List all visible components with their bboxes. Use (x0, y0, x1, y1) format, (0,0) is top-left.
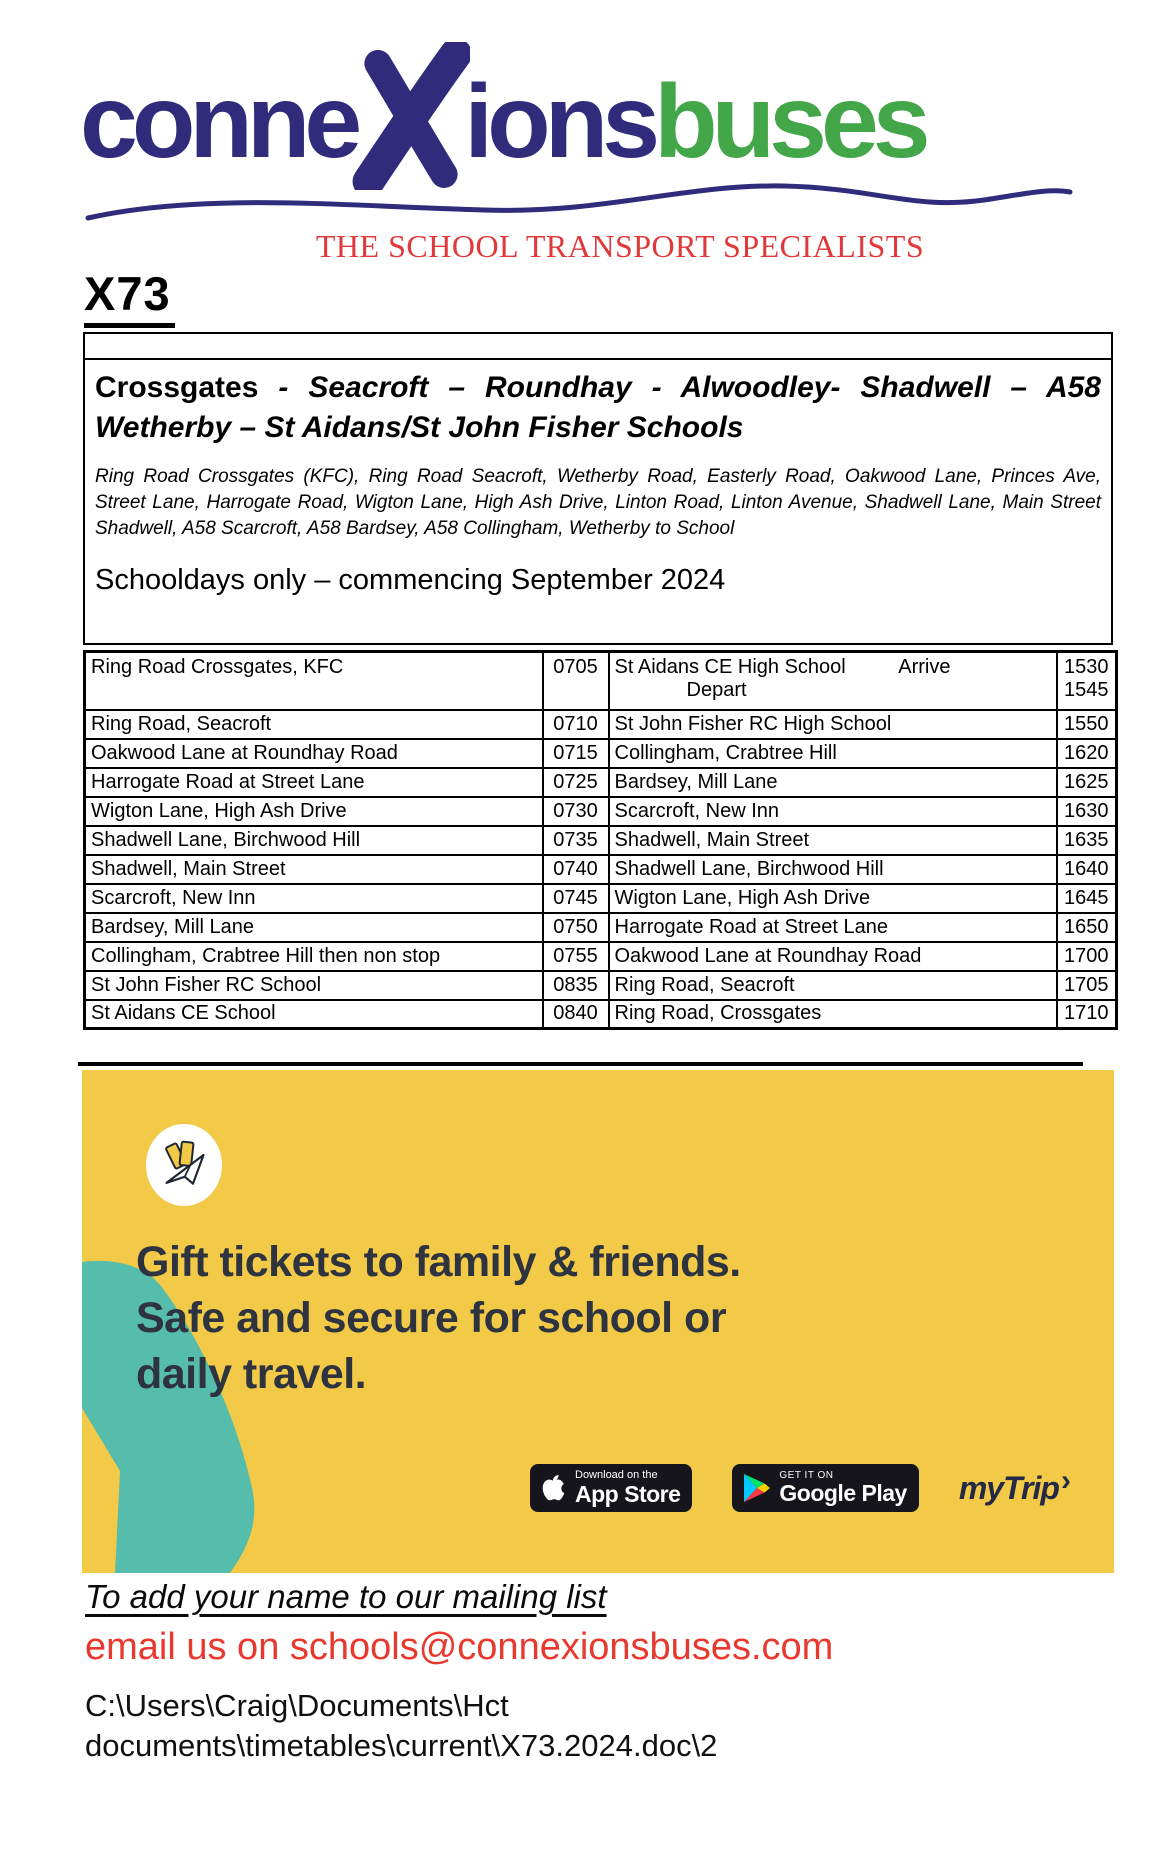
route-title-line2: Wetherby – St Aidans/St John Fisher Schools (95, 411, 744, 444)
pm-time-cell: 1705 (1057, 971, 1117, 1000)
mytrip-logo: myTrip › (958, 1463, 1071, 1506)
am-time-cell: 0705 (543, 652, 609, 710)
am-time-cell: 0735 (543, 826, 609, 855)
am-stop-cell: Oakwood Lane at Roundhay Road (85, 739, 543, 768)
pm-time-cell: 1620 (1057, 739, 1117, 768)
pm-time-cell: 1640 (1057, 855, 1117, 884)
google-play-icon (744, 1474, 770, 1502)
timetable (83, 650, 1118, 1030)
route-number: X73 (84, 266, 175, 328)
pm-stop-cell: Scarcroft, New Inn (609, 797, 1057, 826)
route-header-box (83, 332, 1113, 645)
logo-text-ions: ions (464, 64, 655, 181)
am-time-cell: 0755 (543, 942, 609, 971)
app-store-badge[interactable] (530, 1464, 692, 1512)
am-time-cell: 0730 (543, 797, 609, 826)
logo-text-buses: buses (654, 64, 925, 181)
schedule-note: Schooldays only – commencing September 2024 (95, 564, 726, 596)
pm-stop-cell: Wigton Lane, High Ash Drive (609, 884, 1057, 913)
route-description: Ring Road Crossgates (KFC), Ring Road Seacroft, Wetherby Road, Easterly Road, Oakwood Lane, Princes Ave, Street Lane, Harrogate Road, Wigton Lane, High Ash Drive, Linton Road, Linton Avenue, Shadwell Lane, Main Street Shadwell, A58 Scarcroft, A58 Bardsey, A58 Collingham, Wetherby to School (95, 466, 1101, 539)
header-box-empty-strip (85, 334, 1111, 360)
pm-time-cell: 1625 (1057, 768, 1117, 797)
pm-stop-cell: Shadwell Lane, Birchwood Hill (609, 855, 1057, 884)
am-time-cell: 0835 (543, 971, 609, 1000)
pm-stop-cell: Collingham, Crabtree Hill (609, 739, 1057, 768)
google-play-big-text: Google Play (779, 1480, 907, 1507)
logo-swoosh-line (84, 170, 1074, 230)
pm-stop-cell: Bardsey, Mill Lane (609, 768, 1057, 797)
am-stop-cell: Collingham, Crabtree Hill then non stop (85, 942, 543, 971)
pm-time-cell: 1650 (1057, 913, 1117, 942)
pm-time-cell: 1550 (1057, 710, 1117, 739)
mytrip-ad-banner (82, 1070, 1114, 1573)
am-stop-cell: Scarcroft, New Inn (85, 884, 543, 913)
pm-time-cell: 1645 (1057, 884, 1117, 913)
table-row (85, 855, 1117, 884)
apple-icon (542, 1474, 566, 1503)
am-stop-cell: Harrogate Road at Street Lane (85, 768, 543, 797)
am-time-cell: 0745 (543, 884, 609, 913)
app-store-big-text: App Store (575, 1480, 681, 1507)
am-stop-cell: Wigton Lane, High Ash Drive (85, 797, 543, 826)
pm-stop-cell: St John Fisher RC High School (609, 710, 1057, 739)
google-play-badge[interactable] (732, 1464, 918, 1512)
pm-stop-cell: Ring Road, Crossgates (609, 1000, 1057, 1029)
tagline: THE SCHOOL TRANSPORT SPECIALISTS (315, 228, 925, 264)
table-row (85, 971, 1117, 1000)
logo-text-conne: conne (80, 64, 357, 181)
banner-headline: Gift tickets to family & friends. Safe and secure for school or daily travel. (136, 1238, 741, 1398)
am-stop-cell: Ring Road, Seacroft (85, 710, 543, 739)
table-row (85, 710, 1117, 739)
table-row (85, 942, 1117, 971)
mailing-list-text: To add your name to our mailing list (85, 1578, 607, 1615)
table-row (85, 739, 1117, 768)
table-row (85, 652, 1117, 710)
am-time-cell: 0710 (543, 710, 609, 739)
google-play-small-text: GET IT ON (779, 1469, 834, 1481)
pm-time-cell: 1630 (1057, 797, 1117, 826)
pm-stop-cell: St Aidans CE High School Arrive Depart (609, 652, 1057, 710)
file-path-line1: C:\Users\Craig\Documents\Hct (85, 1688, 509, 1723)
app-store-small-text: Download on the (575, 1469, 658, 1482)
am-stop-cell: Shadwell, Main Street (85, 855, 543, 884)
am-stop-cell: Bardsey, Mill Lane (85, 913, 543, 942)
pm-stop-cell: Harrogate Road at Street Lane (609, 913, 1057, 942)
pm-stop-cell: Oakwood Lane at Roundhay Road (609, 942, 1057, 971)
pm-stop-cell: Shadwell, Main Street (609, 826, 1057, 855)
separator-line (78, 1062, 1083, 1066)
pm-time-cell: 1710 (1057, 1000, 1117, 1029)
route-title-line1: Crossgates - Seacroft – Roundhay - Alwoodley- Shadwell – A58 (95, 371, 1101, 404)
am-stop-cell: St John Fisher RC School (85, 971, 543, 1000)
gift-ticket-icon (146, 1124, 222, 1206)
am-stop-cell: Shadwell Lane, Birchwood Hill (85, 826, 543, 855)
pm-time-cell: 1530 1545 (1057, 652, 1117, 710)
connexions-buses-logo (80, 42, 1080, 202)
am-time-cell: 0715 (543, 739, 609, 768)
logo-x-icon (352, 42, 470, 190)
am-stop-cell: St Aidans CE School (85, 1000, 543, 1029)
am-time-cell: 0750 (543, 913, 609, 942)
table-row (85, 826, 1117, 855)
am-time-cell: 0725 (543, 768, 609, 797)
mytrip-chevron-icon: › (1060, 1463, 1071, 1497)
am-time-cell: 0740 (543, 855, 609, 884)
table-row (85, 884, 1117, 913)
pm-time-cell: 1635 (1057, 826, 1117, 855)
file-path-line2: documents\timetables\current\X73.2024.doc\2 (85, 1728, 718, 1763)
table-row (85, 913, 1117, 942)
am-time-cell: 0840 (543, 1000, 609, 1029)
pm-stop-cell: Ring Road, Seacroft (609, 971, 1057, 1000)
table-row (85, 1000, 1117, 1029)
table-row (85, 768, 1117, 797)
pm-time-cell: 1700 (1057, 942, 1117, 971)
table-row (85, 797, 1117, 826)
am-stop-cell: Ring Road Crossgates, KFC (85, 652, 543, 710)
email-contact-text: email us on schools@connexionsbuses.com (85, 1626, 834, 1668)
depart-label: Depart (686, 679, 747, 701)
arrive-label: Arrive (898, 656, 951, 678)
